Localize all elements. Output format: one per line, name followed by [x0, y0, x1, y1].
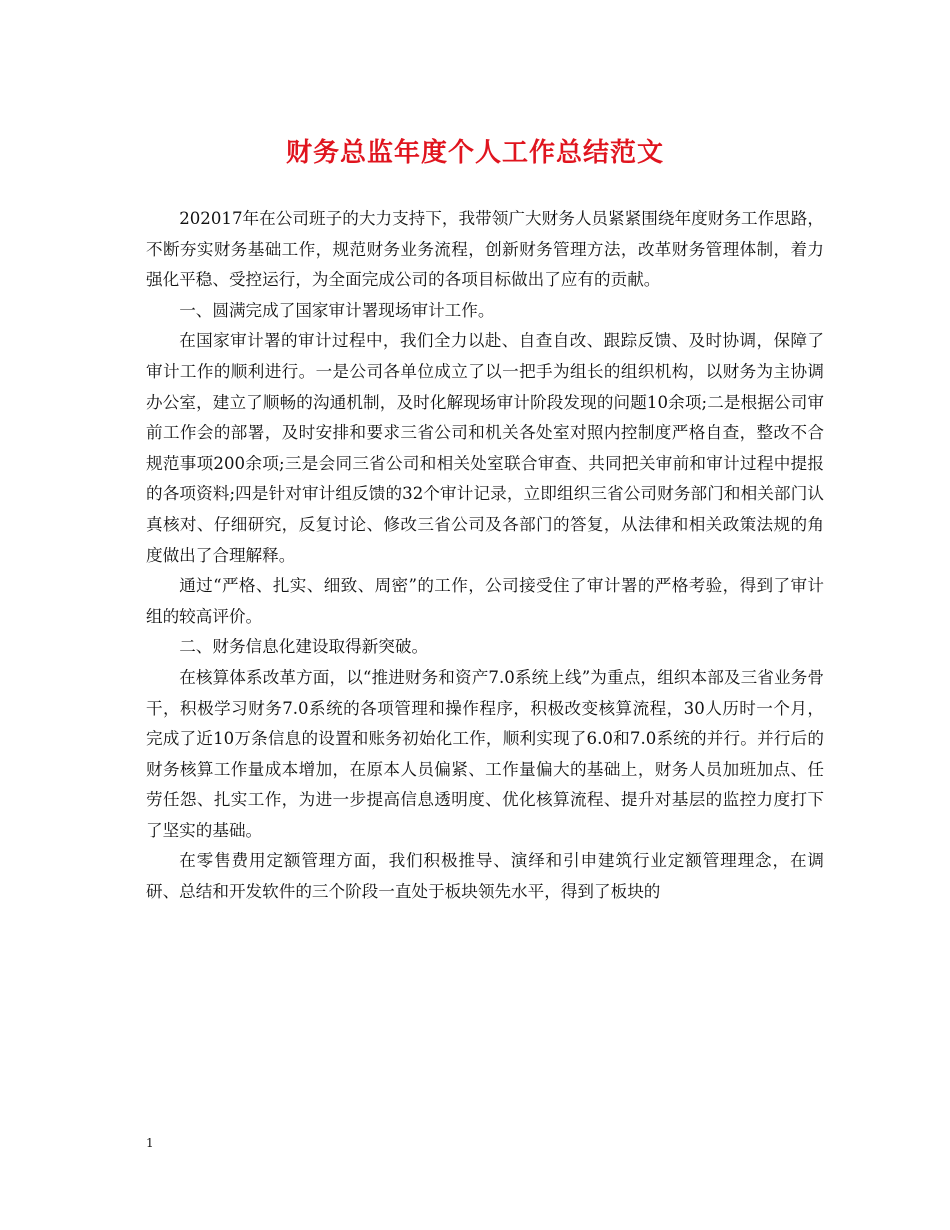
- section-heading-informatization: 二、财务信息化建设取得新突破。: [179, 637, 429, 657]
- page-number: 1: [146, 1136, 154, 1150]
- paragraph-audit-result: 通过“严格、扎实、细致、周密”的工作，公司接受住了审计署的严格考验，得到了审计组的较高评价。: [146, 576, 824, 626]
- paragraph-audit-process: 在国家审计署的审计过程中，我们全力以赴、自查自改、跟踪反馈、及时协调，保障了审计工作的顺利进行。一是公司各单位成立了以一把手为组长的组织机构，以财务为主协调办公室，建立了顺畅的沟通机制，及时化解现场审计阶段发现的问题10余项;二是根据公司审前工作会的部署，及时安排和要求三省公司和机关各处室对照内控制度严格自查，整改不合规范事项200余项;三是会同三省公司和相关处室联合审查、共同把关审前和审计过程中提报的各项资料;四是针对审计组反馈的32个审计记录，立即组织三省公司财务部门和相关部门认真核对、仔细研究，反复讨论、修改三省公司及各部门的答复，从法律和相关政策法规的角度做出了合理解释。: [146, 331, 824, 565]
- document-body: [146, 204, 824, 908]
- document-title: 财务总监年度个人工作总结范文: [285, 138, 664, 168]
- paragraph-retail-quota: 在零售费用定额管理方面，我们积极推导、演绎和引申建筑行业定额管理理念，在调研、总结和开发软件的三个阶段一直处于板块领先水平，得到了板块的: [146, 851, 824, 902]
- paragraph-accounting-reform: 在核算体系改革方面，以“推进财务和资产7.0系统上线”为重点，组织本部及三省业务骨干，积极学习财务7.0系统的各项管理和操作程序，积极改变核算流程，30人历时一个月，完成了近10万条信息的设置和账务初始化工作，顺利实现了6.0和7.0系统的并行。并行后的财务核算工作量成本增加，在原本人员偏紧、工作量偏大的基础上，财务人员加班加点、任劳任怨、扎实工作，为进一步提高信息透明度、优化核算流程、提升对基层的监控力度打下了坚实的基础。: [146, 667, 824, 840]
- paragraph-intro: 202017年在公司班子的大力支持下，我带领广大财务人员紧紧围绕年度财务工作思路，不断夯实财务基础工作，规范财务业务流程，创新财务管理方法，改革财务管理体制，着力强化平稳、受控运行，为全面完成公司的各项目标做出了应有的贡献。: [146, 209, 824, 290]
- section-heading-audit: 一、圆满完成了国家审计署现场审计工作。: [179, 300, 495, 320]
